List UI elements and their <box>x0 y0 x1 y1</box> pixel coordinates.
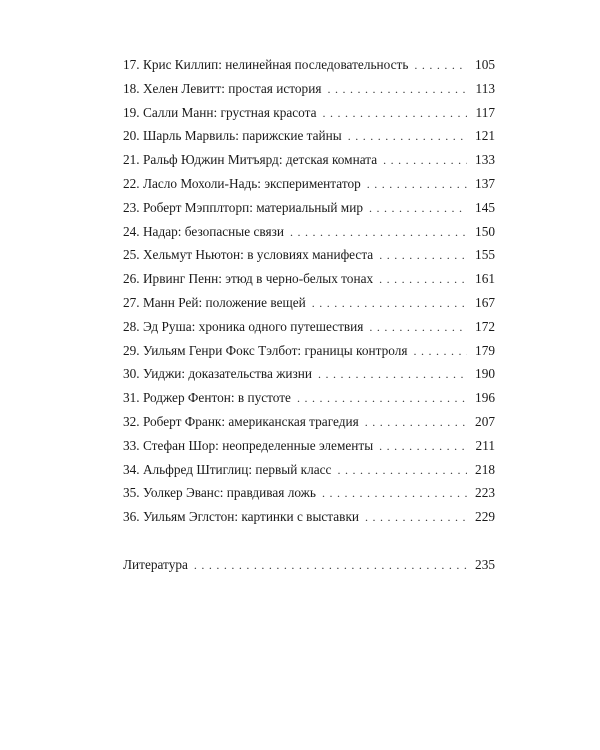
toc-entry-page: 113 <box>475 80 495 96</box>
toc-entry[interactable] <box>123 243 495 267</box>
dot-leader <box>312 292 467 316</box>
toc-entry-title: 24. Надар: безопасные связи <box>123 223 284 239</box>
toc-entry-title: 31. Роджер Фентон: в пустоте <box>123 390 291 406</box>
toc-entry-page: 229 <box>475 509 495 525</box>
toc-entry-title: 30. Уиджи: доказательства жизни <box>123 366 313 382</box>
toc-entry-page: 179 <box>475 342 495 358</box>
toc-entry[interactable] <box>123 434 495 458</box>
toc-entry[interactable] <box>123 410 495 434</box>
toc-entry-title: 36. Уильям Эглстон: картинки с выставки <box>123 509 360 525</box>
toc-entry[interactable] <box>123 362 495 386</box>
toc-entry[interactable] <box>123 481 495 505</box>
dot-leader <box>323 102 467 126</box>
toc-entry-title: 32. Роберт Франк: американская трагедия <box>123 413 359 429</box>
toc-entry-page: 207 <box>475 413 495 429</box>
toc-entry[interactable] <box>123 386 495 410</box>
toc-entry-page: 137 <box>475 175 495 191</box>
dot-leader <box>413 340 467 364</box>
dot-leader <box>383 149 467 173</box>
table-of-contents <box>123 53 495 577</box>
toc-entry-title: 20. Шарль Марвиль: парижские тайны <box>123 128 342 144</box>
toc-entry[interactable] <box>123 458 495 482</box>
dot-leader <box>348 125 467 149</box>
dot-leader <box>337 459 467 483</box>
toc-entry-page: 105 <box>475 57 495 72</box>
toc-entry[interactable] <box>123 53 495 77</box>
toc-entry[interactable] <box>123 148 495 172</box>
toc-entry-page: 133 <box>475 152 495 168</box>
dot-leader <box>369 316 467 340</box>
toc-entry-page: 218 <box>475 461 495 477</box>
toc-entry[interactable] <box>123 315 495 339</box>
toc-entry-title: 21. Ральф Юджин Митъярд: детская комната <box>123 152 378 168</box>
toc-entry-title: 26. Ирвинг Пенн: этюд в черно-белых тонах <box>123 271 374 287</box>
dot-leader <box>379 268 467 292</box>
dot-leader <box>290 221 467 245</box>
dot-leader <box>367 173 467 197</box>
dot-leader <box>318 363 467 387</box>
toc-entry[interactable] <box>123 505 495 529</box>
toc-entry-page: 211 <box>475 437 495 453</box>
toc-entry[interactable] <box>123 101 495 125</box>
toc-entry[interactable] <box>123 339 495 363</box>
toc-entry-page: 145 <box>475 199 495 215</box>
toc-entry-title: 34. Альфред Штиглиц: первый класс <box>123 461 332 477</box>
dot-leader <box>365 411 467 435</box>
toc-entry-page: 196 <box>475 390 495 406</box>
toc-entry[interactable] <box>123 291 495 315</box>
toc-entry-title: 27. Манн Рей: положение вещей <box>123 294 306 310</box>
toc-entry-title: 25. Хельмут Ньютон: в условиях манифеста <box>123 247 374 263</box>
toc-entry-page: 150 <box>475 223 495 239</box>
dot-leader <box>194 554 467 578</box>
toc-entry-page: 223 <box>475 485 495 501</box>
dot-leader <box>414 54 467 78</box>
dot-leader <box>379 244 467 268</box>
toc-entry-bibliography[interactable] <box>123 553 495 577</box>
dot-leader <box>322 482 467 506</box>
toc-entry-page: 121 <box>475 128 495 144</box>
toc-entry-title: 35. Уолкер Эванс: правдивая ложь <box>123 485 316 501</box>
toc-entry[interactable] <box>123 172 495 196</box>
section-gap <box>123 529 495 553</box>
toc-entry[interactable] <box>123 220 495 244</box>
toc-entry-page: 155 <box>475 247 495 263</box>
toc-entry-title: 18. Хелен Левитт: простая история <box>123 80 322 96</box>
toc-entry-page: 161 <box>475 271 495 287</box>
dot-leader <box>369 197 467 221</box>
dot-leader <box>297 387 467 411</box>
toc-entry-title: 23. Роберт Мэпплторп: материальный мир <box>123 199 363 215</box>
toc-entry-title: 33. Стефан Шор: неопределенные элементы <box>123 437 374 453</box>
toc-entry-page: 117 <box>475 104 495 120</box>
toc-entry-title: Литература <box>123 556 188 572</box>
toc-entry[interactable] <box>123 267 495 291</box>
toc-entry-title: 22. Ласло Мохоли-Надь: экспериментатор <box>123 175 361 191</box>
toc-entry-page: 172 <box>475 318 495 334</box>
toc-entry-title: 17. Крис Киллип: нелинейная последовательность <box>123 57 409 72</box>
toc-entry[interactable] <box>123 77 495 101</box>
toc-entry-page: 190 <box>475 366 495 382</box>
toc-entry[interactable] <box>123 196 495 220</box>
toc-entry-title: 29. Уильям Генри Фокс Тэлбот: границы контроля <box>123 342 408 358</box>
dot-leader <box>365 506 467 530</box>
toc-entry[interactable] <box>123 124 495 148</box>
toc-entry-page: 235 <box>475 556 495 572</box>
dot-leader <box>327 78 467 102</box>
toc-entry-page: 167 <box>475 294 495 310</box>
toc-entry-title: 28. Эд Руша: хроника одного путешествия <box>123 318 364 334</box>
toc-entry-title: 19. Салли Манн: грустная красота <box>123 104 317 120</box>
dot-leader <box>379 435 467 459</box>
